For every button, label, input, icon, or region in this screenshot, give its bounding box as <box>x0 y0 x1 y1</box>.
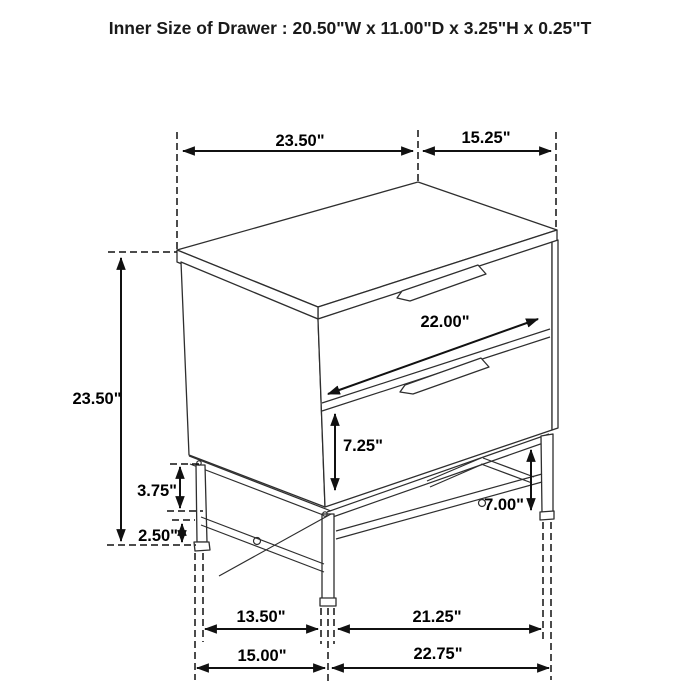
dim-leg-height-label: 7.00" <box>484 496 524 514</box>
nightstand-drawing <box>177 182 558 606</box>
dimension-bottom-depth-outer <box>197 647 325 668</box>
dimension-leg-height <box>484 450 531 514</box>
front-right-leg <box>540 434 554 520</box>
dimension-bottom-front-span <box>338 608 541 629</box>
dimension-top-depth <box>423 129 551 151</box>
right-side-sliver <box>552 240 558 430</box>
dimension-bottom-side-span <box>205 608 318 629</box>
dim-top-width-label: 23.50" <box>275 132 325 150</box>
front-left-leg <box>320 514 336 606</box>
dimension-base-gap-lower <box>138 524 182 545</box>
dimension-base-gap-upper <box>137 467 180 508</box>
dimension-overall-height <box>72 258 121 541</box>
dim-drawer-height-label: 7.25" <box>343 437 383 455</box>
dim-bottom-depth-outer-label: 15.00" <box>237 647 287 665</box>
dim-base-gap-upper-label: 3.75" <box>137 482 177 500</box>
dim-bottom-side-span-label: 13.50" <box>236 608 286 626</box>
diagram-title: Inner Size of Drawer : 20.50"W x 11.00"D x 3.25"H x 0.25"T <box>108 18 592 38</box>
dim-overall-height-label: 23.50" <box>72 390 122 408</box>
dim-drawer-width-label: 22.00" <box>420 313 470 331</box>
dim-top-depth-label: 15.25" <box>461 129 511 147</box>
left-stretcher-bottom <box>201 525 324 572</box>
left-stretcher-top <box>201 517 324 564</box>
left-diagonal-brace <box>219 514 331 576</box>
dim-bottom-front-span-label: 21.25" <box>412 608 462 626</box>
dim-bottom-width-outer-label: 22.75" <box>413 645 463 663</box>
dimension-top-width <box>183 132 413 151</box>
dim-base-gap-lower-label: 2.50" <box>138 527 178 545</box>
rear-left-leg <box>194 465 210 551</box>
dimension-bottom-width-outer <box>332 645 549 668</box>
